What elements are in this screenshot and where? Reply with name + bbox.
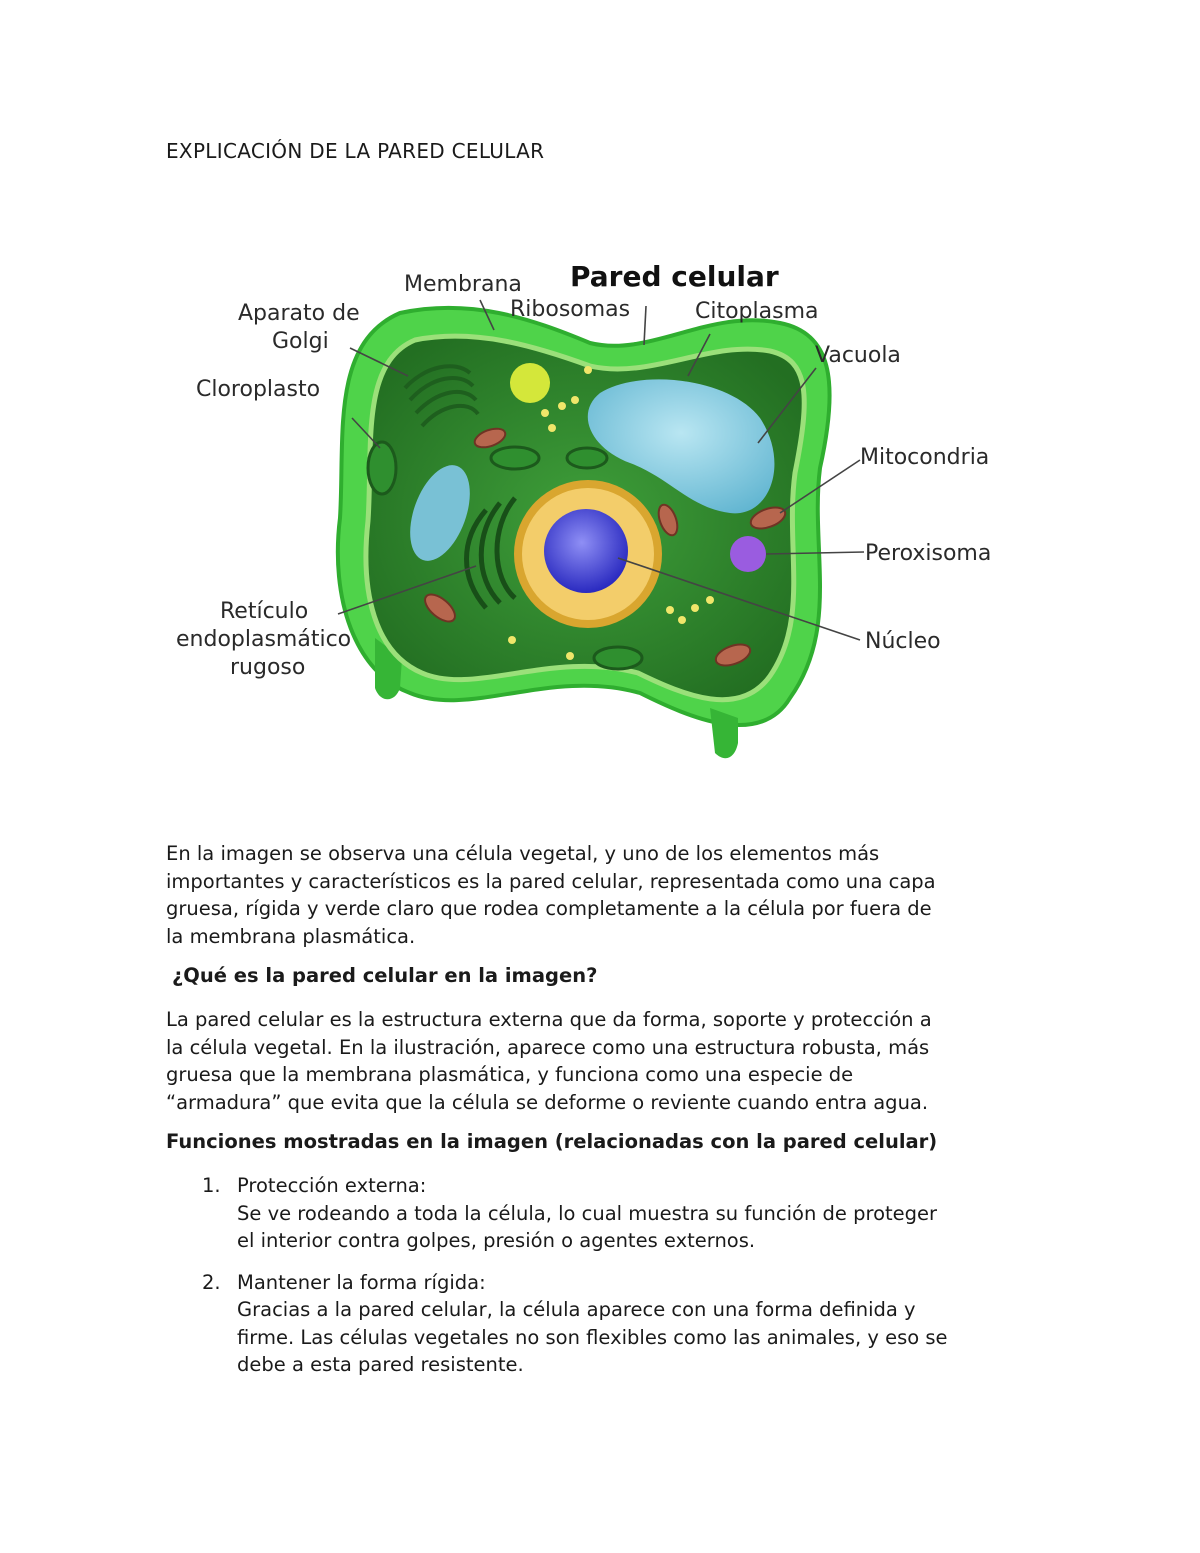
label-citoplasma: Citoplasma [695,299,819,324]
section1-line: “armadura” que evita que la célula se deforme o reviente cuando entra agua. [166,1090,929,1114]
list-item-number: 2. [202,1270,221,1294]
label-mitocondria: Mitocondria [860,445,990,470]
section2-heading: Funciones mostradas en la imagen (relacionadas con la pared celular) [166,1130,938,1153]
list-item-number: 1. [202,1174,221,1197]
list-item [166,1172,1046,1255]
figure-title: Pared celular [570,260,779,293]
intro-line: gruesa, rígida y verde claro que rodea completamente a la célula por fuera de [166,897,932,920]
section1-line: la célula vegetal. En la ilustración, aparece como una estructura robusta, más [166,1035,930,1059]
label-reticulo-3: rugoso [230,655,306,680]
label-peroxisoma: Peroxisoma [865,541,992,566]
label-reticulo-1: Retículo [220,599,309,624]
list-item-line: el interior contra golpes, presión o agentes externos. [237,1229,756,1252]
plant-cell-figure [170,248,1030,788]
section1-line: La pared celular es la estructura externa que da forma, soporte y protección a [166,1008,932,1031]
list-item [166,1269,1046,1379]
label-vacuola: Vacuola [815,343,901,368]
section1-heading: ¿Qué es la pared celular en la imagen? [172,964,598,987]
label-cloroplasto: Cloroplasto [196,377,321,402]
list-item-line: debe a esta pared resistente. [237,1353,524,1376]
label-ribosomas: Ribosomas [510,297,631,322]
label-membrana: Membrana [404,272,522,297]
document-title: EXPLICACIÓN DE LA PARED CELULAR [166,139,545,163]
list-item-line: Gracias a la pared celular, la célula aparece con una forma definida y [237,1298,916,1321]
section1-paragraph [166,1006,1046,1116]
intro-line: importantes y característicos es la pared celular, representada como una capa [166,869,936,893]
peroxisome-shape [730,536,766,572]
chloroplast-shape [368,442,396,494]
section1-line: gruesa que la membrana plasmática, y funciona como una especie de [166,1063,854,1086]
label-nucleo: Núcleo [865,629,941,654]
list-item-line: Se ve rodeando a toda la célula, lo cual muestra su función de proteger [237,1201,938,1225]
list-item-line: firme. Las células vegetales no son flexibles como las animales, y eso se [237,1325,948,1349]
functions-list [166,1172,1046,1393]
nucleus-inner-shape [544,509,628,593]
list-item-title: Mantener la forma rígida: [237,1270,486,1294]
label-golgi-2: Golgi [272,329,329,354]
intro-line: la membrana plasmática. [166,924,416,948]
plant-cell-diagram [170,248,1030,788]
list-item-title: Protección externa: [237,1174,427,1197]
intro-line: En la imagen se observa una célula vegetal, y uno de los elementos más [166,842,880,865]
label-reticulo-2: endoplasmático [176,627,352,652]
label-golgi-1: Aparato de [238,301,360,326]
intro-paragraph [166,840,1046,950]
